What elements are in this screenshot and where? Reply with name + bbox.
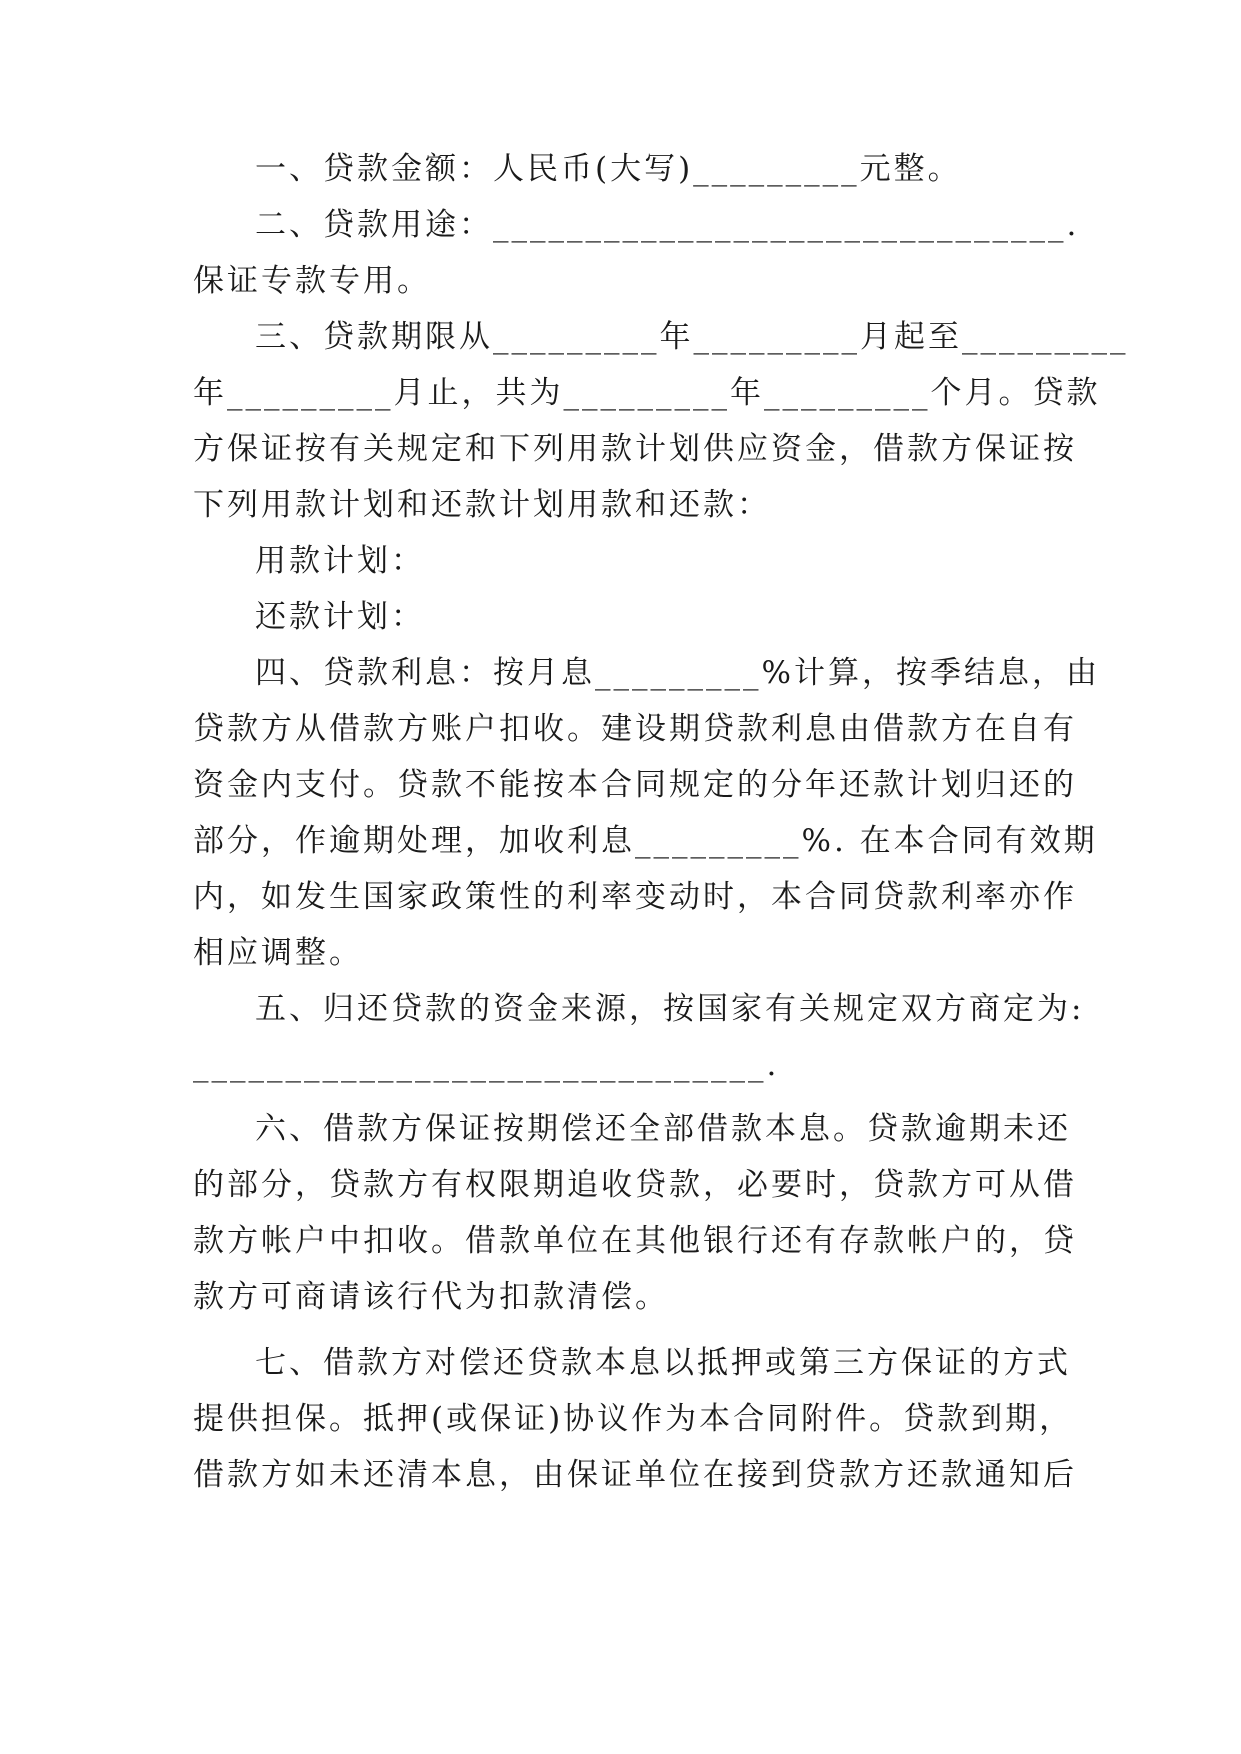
- clause-7-line-3: 借款方如未还清本息，由保证单位在接到贷款方还款通知后: [193, 1457, 1077, 1493]
- clause-2-purpose: 二、贷款用途：_______________________________.: [255, 207, 1080, 243]
- usage-plan: 用款计划：: [255, 543, 425, 579]
- clause-6-line-2: 的部分，贷款方有权限期追收贷款，必要时，贷款方可从借: [193, 1167, 1077, 1203]
- clause-4-line-2: 贷款方从借款方账户扣收。建设期贷款利息由借款方在自有: [193, 711, 1077, 747]
- clause-4-line-6: 相应调整。: [193, 935, 363, 971]
- clause-3-term: 三、贷款期限从_________年_________月起至_________: [255, 319, 1129, 355]
- clause-7-guarantee: 七、借款方对偿还贷款本息以抵押或第三方保证的方式: [255, 1345, 1071, 1381]
- clause-3-line-2: 年_________月止，共为_________年_________个月。贷款: [193, 375, 1101, 411]
- clause-4-line-5: 内，如发生国家政策性的利率变动时，本合同贷款利率亦作: [193, 879, 1077, 915]
- clause-3-line-3: 方保证按有关规定和下列用款计划供应资金，借款方保证按: [193, 431, 1077, 467]
- clause-5-blank-line: _______________________________.: [193, 1047, 780, 1083]
- clause-6-line-4: 款方可商请该行代为扣款清偿。: [193, 1279, 669, 1315]
- clause-4-line-4: 部分，作逾期处理，加收利息_________%. 在本合同有效期: [193, 823, 1098, 859]
- clause-2-continuation: 保证专款专用。: [193, 263, 431, 299]
- clause-5-source: 五、归还贷款的资金来源，按国家有关规定双方商定为:: [255, 991, 1085, 1027]
- clause-6-repayment: 六、借款方保证按期偿还全部借款本息。贷款逾期未还: [255, 1111, 1071, 1147]
- clause-6-line-3: 款方帐户中扣收。借款单位在其他银行还有存款帐户的，贷: [193, 1223, 1077, 1259]
- clause-4-line-3: 资金内支付。贷款不能按本合同规定的分年还款计划归还的: [193, 767, 1077, 803]
- clause-4-interest: 四、贷款利息：按月息_________%计算，按季结息，由: [255, 655, 1100, 691]
- clause-7-line-2: 提供担保。抵押(或保证)协议作为本合同附件。贷款到期，: [193, 1401, 1074, 1437]
- clause-3-line-4: 下列用款计划和还款计划用款和还款：: [193, 487, 771, 523]
- clause-1-amount: 一、贷款金额：人民币(大写)_________元整。: [255, 151, 962, 187]
- repayment-plan: 还款计划：: [255, 599, 425, 635]
